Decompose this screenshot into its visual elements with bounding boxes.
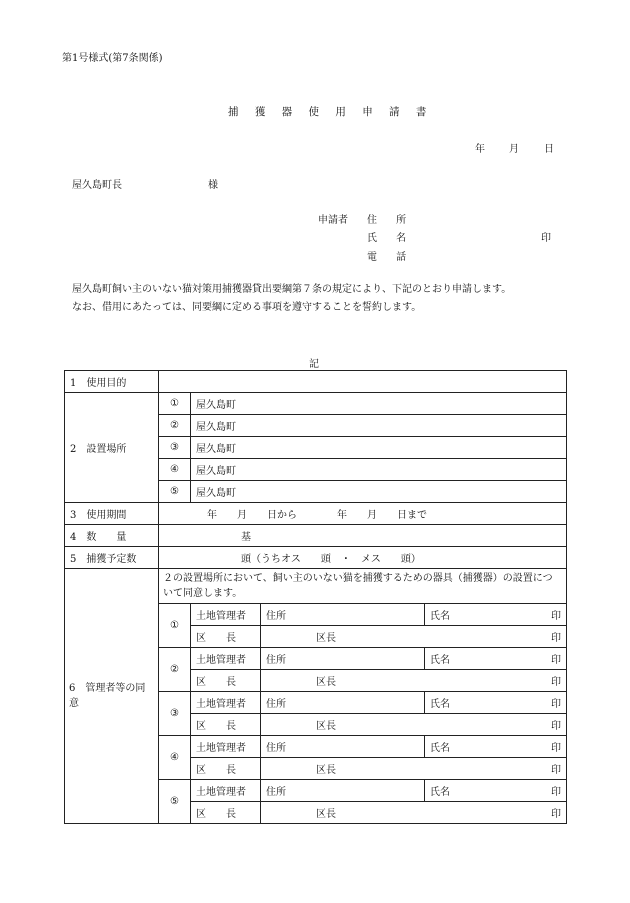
- table-row-location: [65, 393, 567, 415]
- location-field-3[interactable]: 屋久島町: [191, 437, 567, 459]
- addressee: 屋久島町長: [72, 180, 122, 191]
- consent-district-field[interactable]: 区長 印: [261, 626, 567, 648]
- consent-landowner-label: 土地管理者: [191, 780, 261, 802]
- location-mark-1: ①: [159, 393, 191, 415]
- body-paragraph-1: 屋久島町飼い主のいない猫対策用捕獲器貸出要綱第７条の規定により、下記のとおり申請します。: [72, 284, 512, 295]
- consent-name-field[interactable]: 氏名 印: [425, 736, 567, 758]
- consent-district-label: 区 長: [191, 802, 261, 824]
- period-field[interactable]: 年 月 日から 年 月 日まで: [159, 503, 567, 525]
- consent-label-cell: 6 管理者等の同意: [65, 569, 159, 824]
- consent-district-field[interactable]: 区長 印: [261, 714, 567, 736]
- table-row-quantity: [65, 525, 567, 547]
- consent-landowner-label: 土地管理者: [191, 736, 261, 758]
- application-table: [64, 370, 567, 824]
- location-mark-4: ④: [159, 459, 191, 481]
- purpose-input-cell[interactable]: [159, 371, 567, 393]
- consent-address-field[interactable]: 住所: [261, 780, 425, 802]
- consent-intro: ２の設置場所において、飼い主のいない猫を捕獲するための器具（捕獲器）の設置について同意します。: [159, 569, 567, 604]
- consent-name-field[interactable]: 氏名 印: [425, 780, 567, 802]
- applicant-phone-label: 電 話: [367, 252, 415, 263]
- consent-landowner-label: 土地管理者: [191, 604, 261, 626]
- consent-district-label: 区 長: [191, 714, 261, 736]
- location-mark-2: ②: [159, 415, 191, 437]
- body-text: [62, 281, 568, 317]
- applicant-address-label: 住 所: [367, 215, 415, 226]
- date-day: 日: [544, 144, 554, 155]
- consent-mark-2: ②: [159, 648, 191, 692]
- form-number: 第1号様式(第7条関係): [62, 53, 163, 64]
- consent-mark-1: ①: [159, 604, 191, 648]
- location-mark-5: ⑤: [159, 481, 191, 503]
- consent-address-field[interactable]: 住所: [261, 736, 425, 758]
- seal-mark: 印: [551, 765, 561, 776]
- applicant-name-label: 氏 名: [367, 233, 415, 244]
- seal-mark: 印: [551, 721, 561, 732]
- seal-mark: 印: [551, 677, 561, 688]
- seal-mark: 印: [551, 633, 561, 644]
- quantity-field[interactable]: 基: [159, 525, 567, 547]
- consent-address-field[interactable]: 住所: [261, 604, 425, 626]
- consent-district-field[interactable]: 区長 印: [261, 670, 567, 692]
- document-title: 捕 獲 器 使 用 申 請 書: [228, 106, 433, 118]
- consent-district-field[interactable]: 区長 印: [261, 802, 567, 824]
- purpose-label-cell: 1 使用目的: [65, 371, 159, 393]
- consent-address-field[interactable]: 住所: [261, 648, 425, 670]
- consent-mark-3: ③: [159, 692, 191, 736]
- table-row-purpose: [65, 371, 567, 393]
- planned-field[interactable]: 頭（うちオス 頭 ・ メス 頭）: [159, 547, 567, 569]
- consent-address-field[interactable]: 住所: [261, 692, 425, 714]
- seal-mark: 印: [551, 611, 561, 622]
- seal-mark: 印: [551, 787, 561, 798]
- consent-district-label: 区 長: [191, 670, 261, 692]
- table-row-planned: [65, 547, 567, 569]
- consent-mark-4: ④: [159, 736, 191, 780]
- consent-mark-5: ⑤: [159, 780, 191, 824]
- body-paragraph-2: なお、借用にあたっては、同要綱に定める事項を遵守することを誓約します。: [72, 302, 422, 313]
- ki-heading: 記: [309, 359, 319, 370]
- seal-mark: 印: [551, 655, 561, 666]
- consent-name-field[interactable]: 氏名 印: [425, 604, 567, 626]
- applicant-label: 申請者: [318, 215, 348, 226]
- seal-mark: 印: [551, 699, 561, 710]
- consent-landowner-label: 土地管理者: [191, 648, 261, 670]
- location-field-1[interactable]: 屋久島町: [191, 393, 567, 415]
- quantity-label-cell: 4 数 量: [65, 525, 159, 547]
- location-field-5[interactable]: 屋久島町: [191, 481, 567, 503]
- consent-district-label: 区 長: [191, 626, 261, 648]
- location-mark-3: ③: [159, 437, 191, 459]
- location-field-2[interactable]: 屋久島町: [191, 415, 567, 437]
- location-label-cell: 2 設置場所: [65, 393, 159, 503]
- period-label-cell: 3 使用期間: [65, 503, 159, 525]
- consent-landowner-label: 土地管理者: [191, 692, 261, 714]
- planned-label-cell: 5 捕獲予定数: [65, 547, 159, 569]
- location-field-4[interactable]: 屋久島町: [191, 459, 567, 481]
- applicant-seal: 印: [541, 233, 551, 244]
- consent-district-label: 区 長: [191, 758, 261, 780]
- date-year: 年: [475, 144, 485, 155]
- seal-mark: 印: [551, 743, 561, 754]
- consent-district-field[interactable]: 区長 印: [261, 758, 567, 780]
- consent-name-field[interactable]: 氏名 印: [425, 692, 567, 714]
- table-row-period: [65, 503, 567, 525]
- seal-mark: 印: [551, 809, 561, 820]
- addressee-honorific: 様: [208, 180, 218, 191]
- table-row-consent-intro: [65, 569, 567, 604]
- date-month: 月: [509, 144, 519, 155]
- consent-name-field[interactable]: 氏名 印: [425, 648, 567, 670]
